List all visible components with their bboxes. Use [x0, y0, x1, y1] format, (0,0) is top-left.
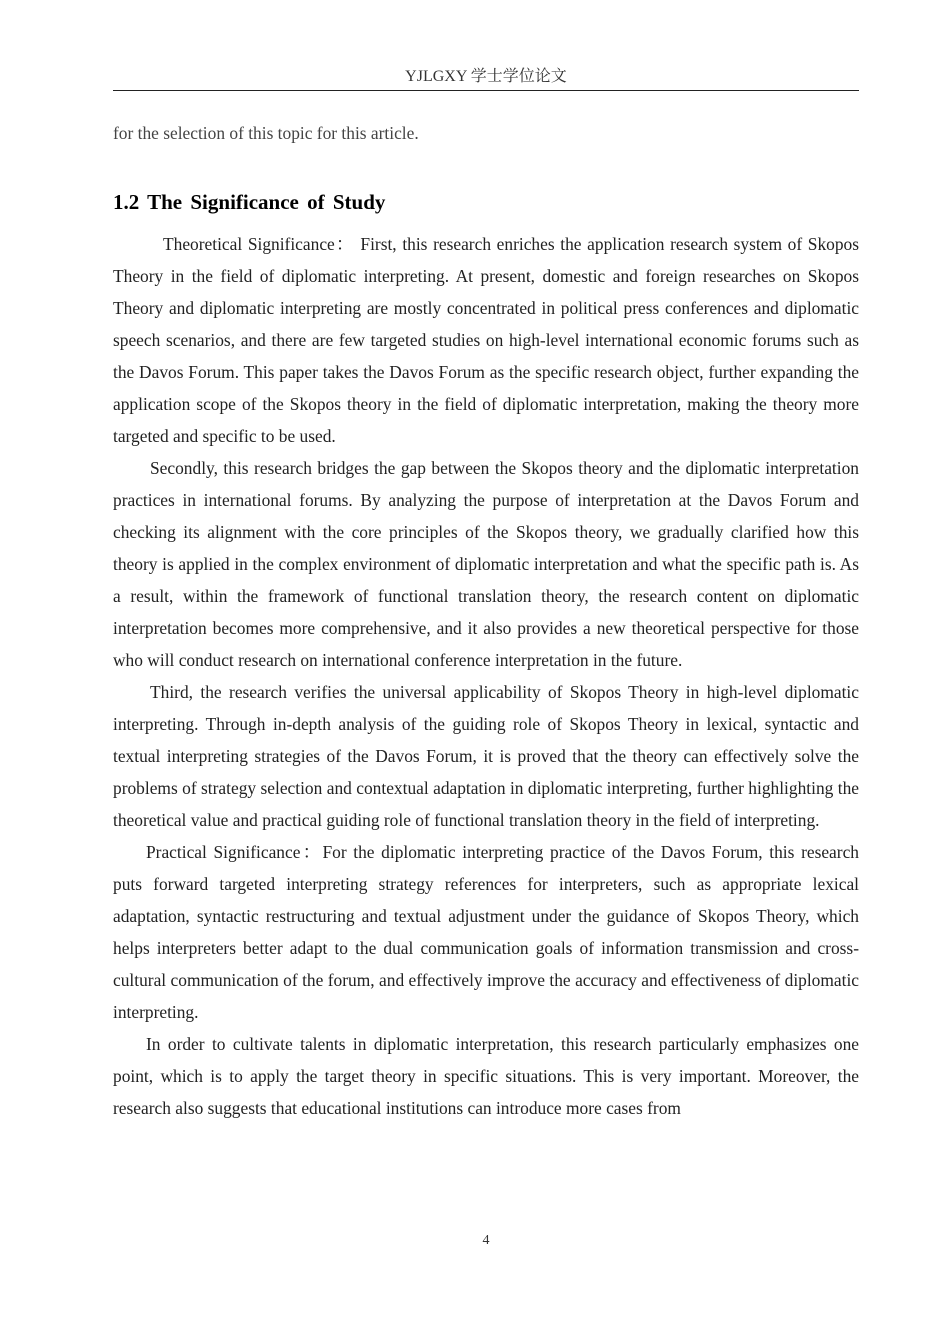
paragraph-talent-cultivation: In order to cultivate talents in diplomatic interpretation, this research particularly emphasizes one point, which is to apply the target theory in specific situations. This is very important. Moreover, the research also suggests that educational institutions can introduce more cases from	[113, 1034, 859, 1118]
paragraph-secondly: Secondly, this research bridges the gap between the Skopos theory and the diplomatic interpretation practices in international forums. By analyzing the purpose of interpretation at the Davos Forum and checking its alignment with the core principles of the Skopos theory, we gradually clarified how this theory is applied in the complex environment of diplomatic interpretation and what the specific path is. As a result, within the framework of functional translation theory, the research content on diplomatic interpretation becomes more comprehensive, and it also provides a new theoretical perspective for those who will conduct research on international conference interpretation in the future.	[113, 458, 859, 670]
page-number: 4	[482, 1233, 490, 1248]
header-divider	[113, 90, 859, 91]
paragraph-theoretical-significance: Theoretical Significance： First, this research enriches the application research system of Skopos Theory in the field of diplomatic interpreting. At present, domestic and foreign researches on Skopos Theory and diplomatic interpreting are mostly concentrated in political press conferences and diplomatic speech scenarios, and there are few targeted studies on high-level international economic forums such as the Davos Forum. This paper takes the Davos Forum as the specific research object, further expanding the application scope of the Skopos theory in the field of diplomatic interpretation, making the theory more targeted and specific to be used.	[113, 234, 859, 446]
paragraph-practical-significance: Practical Significance：For the diplomatic interpreting practice of the Davos Forum, this research puts forward targeted interpreting strategy references for interpreters, such as appropriate lexical adaptation, syntactic restructuring and textual adjustment under the guidance of Skopos Theory, which helps interpreters better adapt to the dual communication goals of information transmission and cross-cultural communication of the forum, and effectively improve the accuracy and effectiveness of diplomatic interpreting.	[113, 842, 859, 1022]
paragraph-third: Third, the research verifies the universal applicability of Skopos Theory in high-level diplomatic interpreting. Through in-depth analysis of the guiding role of Skopos Theory in lexical, syntactic and textual interpreting strategies of the Davos Forum, it is proved that the theory can effectively solve the problems of strategy selection and contextual adaptation in diplomatic interpreting, further highlighting the theoretical value and practical guiding role of functional translation theory in the field of interpreting.	[113, 682, 859, 830]
continued-paragraph-line: for the selection of this topic for this article.	[113, 123, 419, 143]
running-header: YJLGXY 学士学位论文	[405, 68, 567, 85]
section-heading: 1.2 The Significance of Study	[113, 190, 386, 214]
section-body	[113, 228, 859, 1124]
